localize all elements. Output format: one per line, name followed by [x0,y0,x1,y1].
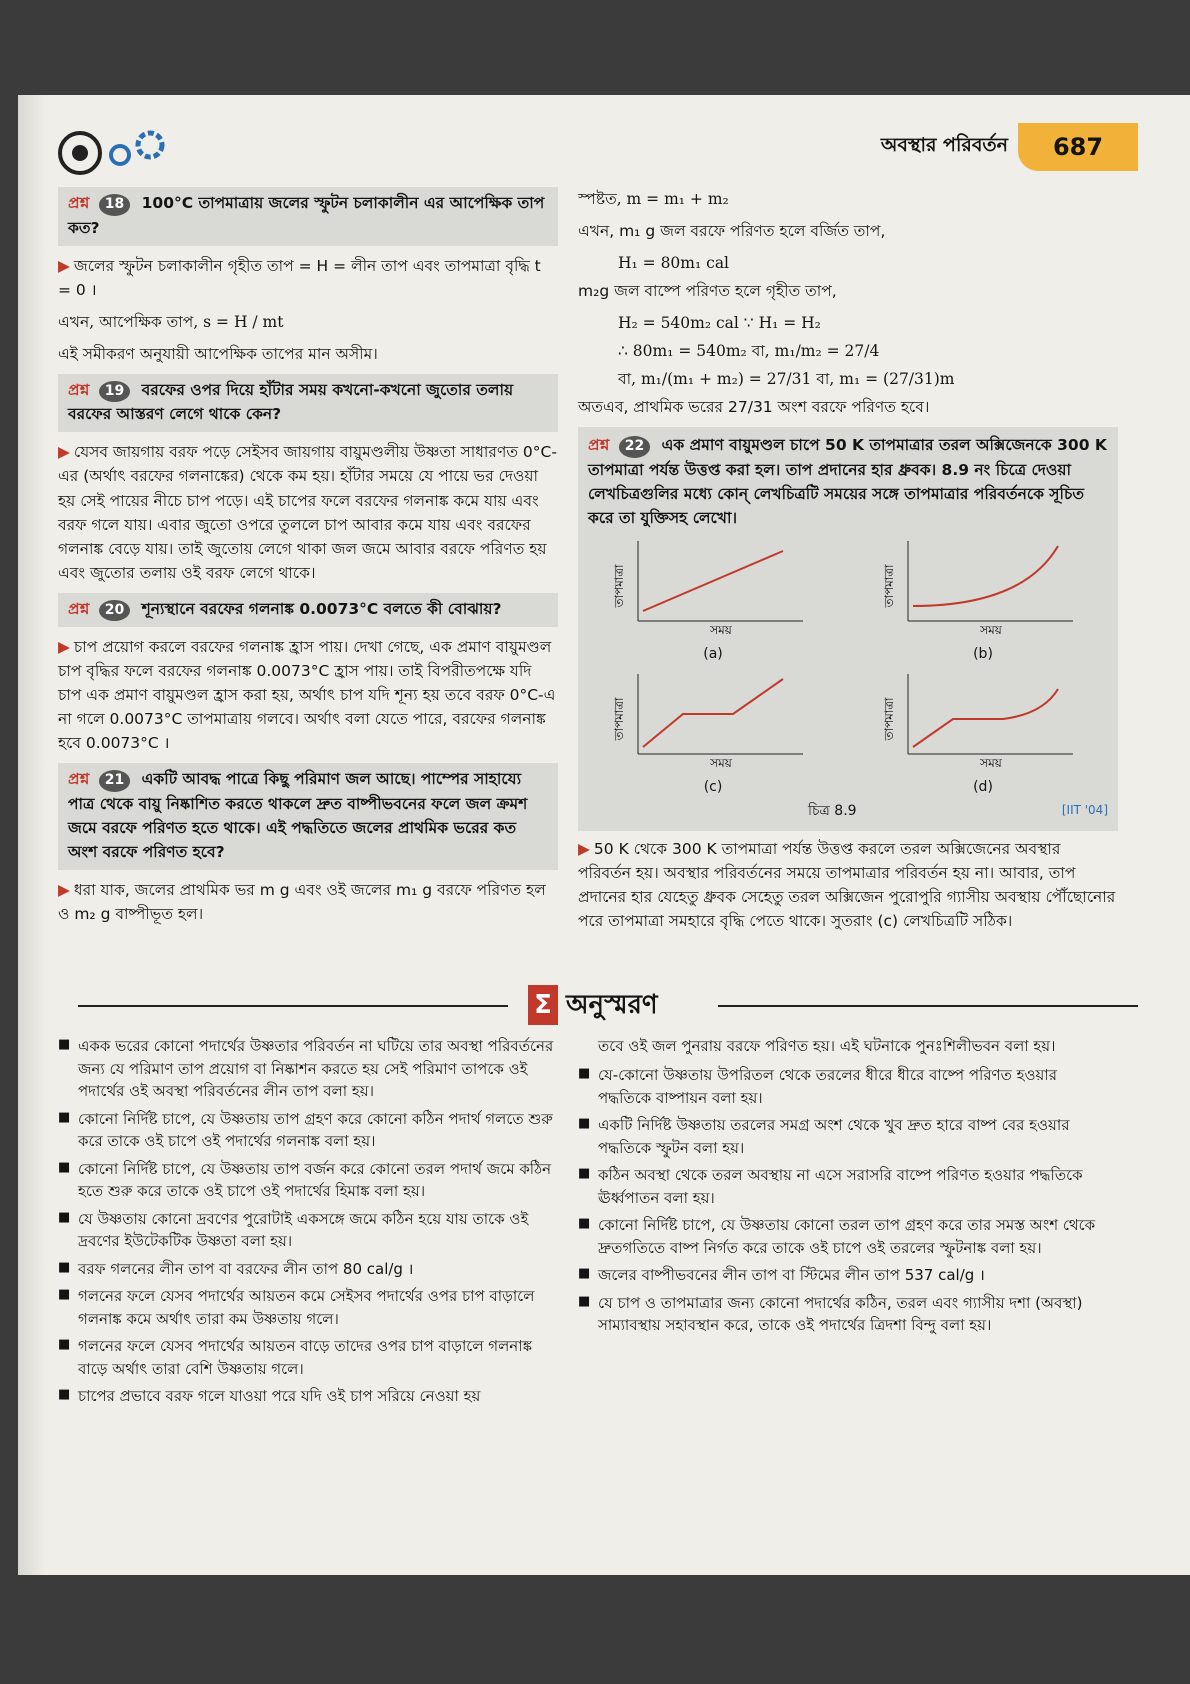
solution-line1: স্পষ্টত, m = m₁ + m₂ [578,190,729,208]
arrow-icon: ▶ [58,443,70,462]
summary-left [58,1035,558,1413]
answer-20: ▶ চাপ প্রয়োগ করলে বরফের গলনাঙ্ক হ্রাস পায়। দেখা গেছে, এক প্রমাণ বায়ুমণ্ডল চাপ বৃদ্ধির ফলে বরফের গলনাঙ্ক 0.0073°C হ্রাস পায়। তাই বিপরীতপক্ষে যদি চাপ এক প্রমাণ বায়ুমণ্ডল হ্রাস করা হয়, অর্থাৎ চাপ যদি শূন্য হয় তবে বরফ 0°C-এ না গলে 0.0073°C তাপমাত্রায় গলবে। অর্থাৎ বলা যেতে পারে, বরফের গলনাঙ্ক হবে 0.0073°C । [58,638,556,753]
question-number: 20 [99,600,130,622]
arrow-icon: ▶ [578,839,590,858]
solution-line5: H₂ = 540m₂ cal ∵ H₁ = H₂ [618,314,821,333]
page-header [58,123,1138,183]
svg-text:তাপমাত্রা: তাপমাত্রা [613,564,626,608]
solution-line3: H₁ = 80m₁ cal [618,254,730,273]
summary-item: ■ জলের বাষ্পীভবনের লীন তাপ বা স্টিমের লীন তাপ 537 cal/g । [578,1264,1108,1287]
summary-right [578,1035,1108,1342]
divider-line-left [78,1005,508,1007]
question-22 [588,433,1108,530]
answer-21: ▶ ধরা যাক, জলের প্রাথমিক ভর m g এবং ওই জলের m₁ g বরফে পরিণত হল ও m₂ g বাষ্পীভূত হল। [58,881,546,924]
solution-line4: m₂g জল বাষ্পে পরিণত হলে গৃহীত তাপ, [578,282,837,301]
panel-label-c: (c) [703,778,723,795]
summary-item: ■ একক ভরের কোনো পদার্থের উষ্ণতার পরিবর্তন না ঘটিয়ে তার অবস্থা পরিবর্তনের জন্য যে পরিমাণ তাপ প্রয়োগ বা নিষ্কাশন করতে হয় সেই পরিমাণ তাপকে ওই পদার্থের ওই অবস্থা পরিবর্তনের লীন তাপ বলা হয়। [58,1035,558,1103]
question-text: শূন্যস্থানে বরফের গলনাঙ্ক 0.0073°C বলতে কী বোঝায়? [141,599,502,618]
summary-item: ■ কঠিন অবস্থা থেকে তরল অবস্থায় না এসে সরাসরি বাষ্পে পরিণত হওয়ার পদ্ধতিকে ঊর্ধ্বপাতন বলা হয়। [578,1164,1108,1209]
gear-logo-icon [58,123,178,183]
sigma-icon: Σ [528,985,558,1025]
divider-line-right [718,1005,1138,1007]
summary-continuation: তবে ওই জল পুনরায় বরফে পরিণত হয়। এই ঘটনাকে পুনঃশিলীভবন বলা হয়। [598,1037,1056,1055]
curve-d [913,689,1058,747]
book-page [18,95,1190,1575]
question-20 [58,593,558,628]
question-mark: প্রশ্ন [68,194,90,212]
summary-item: ■ চাপের প্রভাবে বরফ গলে যাওয়া পরে যদি ওই চাপ সরিয়ে নেওয়া হয় [58,1385,558,1408]
summary-item: ■ যে চাপ ও তাপমাত্রার জন্য কোনো পদার্থের কঠিন, তরল এবং গ্যাসীয় দশা (অবস্থা) সাম্যাবস্থায় সহাবস্থান করে, তাকে ওই পদার্থের ত্রিদশা বিন্দু বলা হয়। [578,1292,1108,1337]
svg-text:সময়: সময় [980,756,1002,770]
question-21 [58,763,558,870]
chart-d [858,669,1108,798]
summary-item: ■ গলনের ফলে যেসব পদার্থের আয়তন কমে সেইসব পদার্থের ওপর চাপ বাড়ালে গলনাঙ্ক কমে অর্থাৎ তারা কম উষ্ণতায় গলে। [58,1285,558,1330]
arrow-icon: ▶ [58,638,70,657]
answer-18-formula: এখন, আপেক্ষিক তাপ, s = H / mt [58,312,284,331]
question-mark: প্রশ্ন [68,770,90,789]
question-text: বরফের ওপর দিয়ে হাঁটার সময় কখনো-কখনো জুতোর তলায় বরফের আস্তরণ লেগে থাকে কেন? [68,380,514,424]
page-number: 687 [1018,123,1138,171]
question-number: 21 [99,770,130,792]
question-number: 22 [619,436,650,458]
question-text: 100°C তাপমাত্রায় জলের স্ফুটন চলাকালীন এর আপেক্ষিক তাপ কত? [68,194,545,237]
answer-22: ▶ 50 K থেকে 300 K তাপমাত্রা পর্যন্ত উত্তপ্ত করলে তরল অক্সিজেনের অবস্থার পরিবর্তন হয়। অবস্থার পরিবর্তনের সময়ে তাপমাত্রার পরিবর্তন হয় না। আবার, তাপ প্রদানের হার যেহেতু ধ্রুবক সেহেতু তরল অক্সিজেন পুরোপুরি গ্যাসীয় অবস্থায় পৌঁছোনোর পরে তাপমাত্রা সমহারে বৃদ্ধি পেতে থাকে। সুতরাং (c) লেখচিত্রটি সঠিক। [578,839,1116,930]
svg-text:তাপমাত্রা: তাপমাত্রা [613,697,626,741]
question-mark: প্রশ্ন [588,436,610,455]
answer-19: ▶ যেসব জায়গায় বরফ পড়ে সেইসব জায়গায় বায়ুমণ্ডলীয় উষ্ণতা সাধারণত 0°C-এর (অর্থাৎ বরফের গলনাঙ্কের) থেকে কম হয়। হাঁটার সময়ে যে পায়ে ভর দেওয়া হয় সেই পায়ের নীচে চাপ পড়ে। এই চাপের ফলে বরফের গলনাঙ্ক কমে যায় এবং বরফ গলে যায়। এবার জুতো ওপরে তুললে চাপ আবার কমে যায় এবং বরফের গলনাঙ্ক বেড়ে যায়। তাই জুতোয় লেগে থাকা জল জমে আবার বরফে পরিণত হয় এবং জুতোর তলায় ওই বরফ লেগে থাকে। [58,443,557,582]
summary-item: ■ কোনো নির্দিষ্ট চাপে, যে উষ্ণতায় কোনো তরল তাপ গ্রহণ করে তার সমস্ত অংশ থেকে দ্রুতগতিতে বাষ্প নির্গত করে তাকে ওই চাপে ওই তরলের স্ফুটনাঙ্ক বলা হয়। [578,1214,1108,1259]
panel-label-d: (d) [973,778,993,795]
svg-text:তাপমাত্রা: তাপমাত্রা [883,697,896,741]
question-18 [58,187,558,246]
solution-line8: অতএব, প্রাথমিক ভরের 27/31 অংশ বরফে পরিণত হবে। [578,398,930,417]
panel-label-b: (b) [973,645,993,662]
svg-text:সময়: সময় [710,756,732,770]
answer-18-line1: ▶ জলের স্ফুটন চলাকালীন গৃহীত তাপ = H = লীন তাপ এবং তাপমাত্রা বৃদ্ধি t = 0 । [58,256,541,299]
figure-8-9 [588,536,1108,799]
right-column [578,187,1118,941]
panel-label-a: (a) [703,645,723,662]
answer-18-line3: এই সমীকরণ অনুযায়ী আপেক্ষিক তাপের মান অসীম। [58,344,378,363]
svg-text:সময়: সময় [710,622,732,636]
question-mark: প্রশ্ন [68,599,90,618]
chart-c [588,669,838,798]
summary-item: ■ যে উষ্ণতায় কোনো দ্রবণের পুরোটাই একসঙ্গে জমে কঠিন হয়ে যায় তাকে ওই দ্রবণের ইউটেকটিক উষ্ণতা বলা হয়। [58,1208,558,1253]
solution-line7: বা, m₁/(m₁ + m₂) = 27/31 বা, m₁ = (27/31)m [618,370,955,389]
arrow-icon: ▶ [58,256,70,275]
question-text: একটি আবদ্ধ পাত্রে কিছু পরিমাণ জল আছে। পাম্পের সাহায্যে পাত্র থেকে বায়ু নিষ্কাশিত করতে থাকলে দ্রুত বাষ্পীভবনের ফলে জল ক্রমশ জমে বরফে পরিণত হতে থাকে। এই পদ্ধতিতে জলের প্রাথমিক ভরের কত অংশ বরফে পরিণত হবে? [68,770,528,862]
figure-source: [IIT '04] [1061,802,1108,817]
arrow-icon: ▶ [58,881,70,900]
page-edge [18,95,46,1575]
question-number: 18 [99,194,130,216]
summary-item: ■ কোনো নির্দিষ্ট চাপে, যে উষ্ণতায় তাপ গ্রহণ করে কোনো কঠিন পদার্থ গলতে শুরু করে তাকে ওই চাপে ওই পদার্থের গলনাঙ্ক বলা হয়। [58,1108,558,1153]
curve-a [643,551,783,611]
figure-caption: চিত্র 8.9 [808,802,857,819]
summary-item: ■ গলনের ফলে যেসব পদার্থের আয়তন বাড়ে তাদের ওপর চাপ বাড়ালে গলনাঙ্ক বাড়ে অর্থাৎ তারা বেশি উষ্ণতায় গলে। [58,1335,558,1380]
curve-b [913,546,1058,606]
question-number: 19 [99,381,130,403]
svg-text:তাপমাত্রা: তাপমাত্রা [883,564,896,608]
summary-item: ■ যে-কোনো উষ্ণতায় উপরিতল থেকে তরলের ধীরে ধীরে বাষ্পে পরিণত হওয়ার পদ্ধতিকে বাষ্পায়ন বলা হয়। [578,1064,1108,1109]
question-text: এক প্রমাণ বায়ুমণ্ডল চাপে 50 K তাপমাত্রার তরল অক্সিজেনকে 300 K তাপমাত্রা পর্যন্ত উত্তপ্ত করা হল। তাপ প্রদানের হার ধ্রুবক। 8.9 নং চিত্রে দেওয়া লেখচিত্রগুলির মধ্যে কোন্ লেখচিত্রটি সময়ের সঙ্গে তাপমাত্রার পরিবর্তনকে সূচিত করে তা যুক্তিসহ লেখো। [588,436,1107,527]
question-22-box [578,427,1118,830]
question-19 [58,374,558,433]
summary-item: ■ কোনো নির্দিষ্ট চাপে, যে উষ্ণতায় তাপ বর্জন করে কোনো তরল পদার্থ জমে কঠিন হতে শুরু করে তাকে ওই চাপে ওই পদার্থের হিমাঙ্ক বলা হয়। [58,1158,558,1203]
figure-footer [588,799,1108,823]
chart-a [588,536,838,665]
summary-item: ■ বরফ গলনের লীন তাপ বা বরফের লীন তাপ 80 cal/g । [58,1258,558,1281]
curve-c [643,679,783,747]
svg-text:সময়: সময় [980,622,1002,636]
question-mark: প্রশ্ন [68,380,90,399]
summary-title: Σ অনুস্মরণ [528,985,658,1025]
solution-line2: এখন, m₁ g জল বরফে পরিণত হলে বর্জিত তাপ, [578,222,886,241]
chart-b [858,536,1108,665]
chapter-title: অবস্থার পরিবর্তন [880,134,1008,156]
solution-line6: ∴ 80m₁ = 540m₂ বা, m₁/m₂ = 27/4 [618,342,880,361]
summary-item: ■ একটি নির্দিষ্ট উষ্ণতায় তরলের সমগ্র অংশ থেকে খুব দ্রুত হারে বাষ্প বের হওয়ার পদ্ধতিকে স্ফুটন বলা হয়। [578,1114,1108,1159]
left-column [58,187,558,934]
summary-divider [78,985,1138,1025]
